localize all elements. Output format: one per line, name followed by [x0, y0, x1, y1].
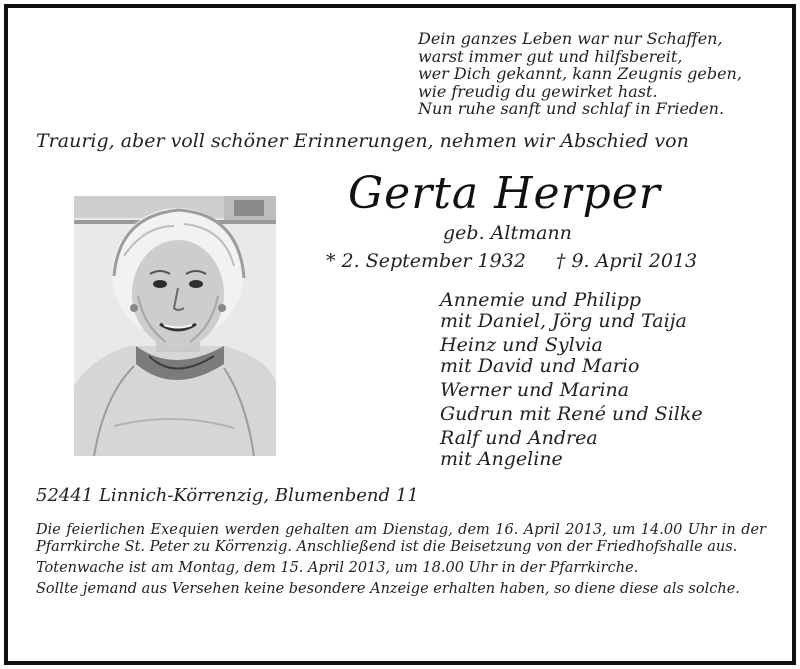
mourner-line: mit Angeline [440, 448, 563, 470]
notes-paragraph: Totenwache ist am Montag, dem 15. April 2013, um 18.00 Uhr in der Pfarrkirche. [36, 560, 639, 576]
memorial-poem [418, 30, 742, 118]
mourner-line: Heinz und Sylvia [440, 334, 603, 356]
poem-line: wer Dich gekannt, kann Zeugnis geben, [418, 64, 742, 83]
mourners-list [440, 290, 703, 470]
mourner-line: mit Daniel, Jörg und Taija [440, 310, 687, 332]
poem-line: warst immer gut und hilfsbereit, [418, 46, 683, 66]
notes-paragraph: Sollte jemand aus Versehen keine besondere Anzeige erhalten haben, so diene diese als solche. [36, 581, 740, 597]
family-address: 52441 Linnich-Körrenzig, Blumenbend 11 [36, 485, 419, 506]
mourner-line: mit David und Mario [440, 355, 640, 377]
mourner-line: Gudrun mit René und Silke [440, 403, 703, 425]
poem-line: Dein ganzes Leben war nur Schaffen, [418, 29, 723, 48]
mourner-line: Annemie und Philipp [440, 289, 642, 311]
portrait-illustration [74, 196, 276, 456]
poem-line: wie freudig du gewirket hast. [418, 81, 658, 101]
deceased-name: Gerta Herper [348, 168, 661, 219]
intro-text: Traurig, aber voll schöner Erinnerungen, nehmen wir Abschied von [36, 130, 689, 152]
mourner-line: Werner und Marina [440, 379, 630, 401]
death-date: † 9. April 2013 [555, 250, 698, 272]
notes-paragraph: Die feierlichen Exequien werden gehalten am Dienstag, dem 16. April 2013, um 14.00 Uhr in der Pfarrkirche St. Peter zu Körrenzig. Anschließend ist die Beisetzung von der Friedhofshalle aus. [36, 522, 766, 555]
birth-date: * 2. September 1932 [326, 250, 526, 272]
life-dates [326, 250, 697, 272]
maiden-name: geb. Altmann [443, 222, 572, 244]
poem-line: Nun ruhe sanft und schlaf in Frieden. [418, 99, 725, 118]
mourner-line: Ralf und Andrea [440, 427, 598, 449]
portrait-photo [74, 196, 276, 456]
funeral-notes [36, 522, 766, 602]
